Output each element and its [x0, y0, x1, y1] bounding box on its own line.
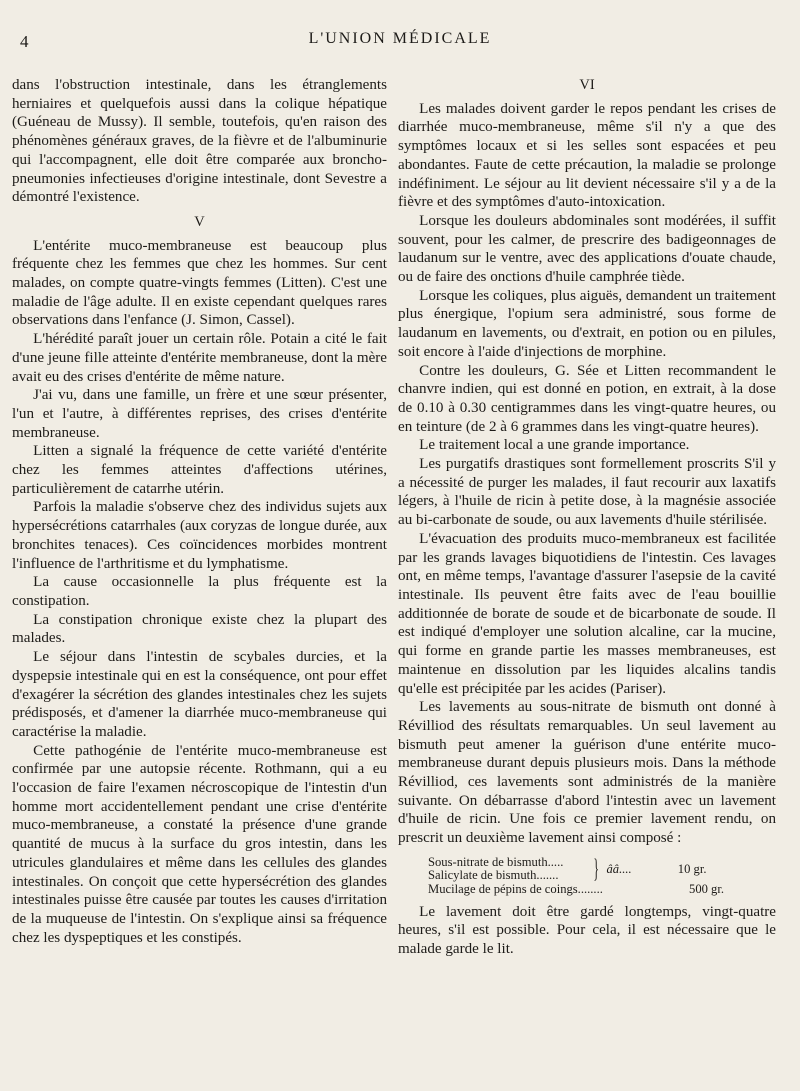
paragraph: Le traitement local a une grande importance.: [419, 437, 690, 454]
prescription-item: Mucilage de pépins de coings........: [428, 882, 603, 897]
paragraph: L'entérite muco-membraneuse est beaucoup plus fréquente chez les femmes que chez les hommes. Sur cent malades, on compte quatre-vingts femmes (Litten). C'est une maladie de l'âge adulte. Il en existe cependant quelques rares observations dans l'enfance (J. Simon, Cassel).: [12, 237, 387, 329]
prescription-item: Sous-nitrate de bismuth.....: [428, 854, 564, 869]
prescription-dose-label: ââ....: [606, 861, 632, 876]
paragraph: Cette pathogénie de l'entérite muco-membraneuse est confirmée par une autopsie récente. Rothmann, qui a eu l'occasion de faire l'examen nécroscopique de l'intestin d'un homme mort accidentellement pendant une crise d'entérite muco-membraneuse, a constaté la présence d'une grande quantité de mucus à la surface du gros intestin, dans les utricules glandulaires et même dans les cellules des glandes intestinales. On conçoit que cette hypersécrétion des glandes intestinales puisse être causée par toutes les causes d'irritation de la muqueuse de l'intestin. On s'explique ainsi sa fréquence chez les dyspeptiques et les constipés.: [12, 742, 387, 946]
prescription-braced-group: [428, 856, 776, 883]
section-heading-v: V: [194, 213, 205, 230]
prescription-amount: 10 gr.: [677, 861, 707, 876]
paragraph: La constipation chronique existe chez la plupart des malades.: [12, 611, 387, 647]
paragraph: J'ai vu, dans une famille, un frère et une sœur présenter, l'un et l'autre, à différentes reprises, des crises d'entérite membraneuse.: [12, 387, 387, 441]
paragraph: Lorsque les douleurs abdominales sont modérées, il suffit souvent, pour les calmer, de prescrire des badigeonnages de laudanum sur le ventre, avec des applications d'ouate chaude, ou de faire des onctions d'huile camphrée tiède.: [398, 212, 776, 286]
paragraph: Les purgatifs drastiques sont formellement proscrits S'il y a nécessité de purger les malades, il faut recourir aux laxatifs légers, à l'huile de ricin à petite dose, à la magnésie associée au bi-carbonate de soude, ou aux lavements d'huile stérilisée.: [398, 456, 776, 529]
paragraph: Le lavement doit être gardé longtemps, vingt-quatre heures, s'il est possible. Pour cela, il est nécessaire que le malade garde le lit.: [398, 903, 776, 958]
page-number: 4: [20, 32, 29, 51]
paragraph: La cause occasionnelle la plus fréquente est la constipation.: [12, 574, 387, 609]
running-title: L'UNION MÉDICALE: [308, 30, 492, 47]
paragraph: Litten a signalé la fréquence de cette variété d'entérite chez les femmes atteintes d'affections utérines, particulièrement de catarrhe utérin.: [12, 443, 387, 497]
paragraph: L'évacuation des produits muco-membraneux est facilitée par les grands lavages biquotidiens de l'intestin. Ces lavages ont, en même temps, l'avantage d'assurer l'asepsie de la cavité intestinale. Ils peuvent être faits avec de l'eau bouillie additionnée de borate de soude et de bicarbonate de soude. Il est indiqué d'employer une solution alcaline, car la mucine, qui forme en grande partie les masses membraneuses, est maintenue en dissolution par les liquides alcalins tandis qu'elle est précipitée par les acides (Pariser).: [398, 530, 776, 697]
paragraph: Parfois la maladie s'observe chez des individus sujets aux hypersécrétions catarrhales (aux coryzas de longue durée, aux bronchites tenaces). Ces coïncidences morbides montrent l'influence de l'arthritisme et du lymphatisme.: [12, 499, 387, 572]
paragraph: Lorsque les coliques, plus aiguës, demandent un traitement plus énergique, l'opium sera administré, sous forme de laudanum en lavements, ou d'extrait, en potion ou en pilules, soit encore à l'aide d'injections de morphine.: [398, 287, 776, 360]
paragraph: Les lavements au sous-nitrate de bismuth ont donné à Révilliod des résultats remarquables. Un seul lavement au bismuth peut amener la guérison d'une entérite muco-membraneuse durant depuis plusieurs mois. Dans la méthode Révilliod, ces lavements sont administrés de la manière suivante. On débarrasse d'abord l'intestin avec un lavement d'huile de ricin. Une fois ce premier lavement rendu, on prescrit un deuxième lavement ainsi composé :: [398, 699, 776, 847]
brace-glyph: }: [593, 854, 600, 884]
right-column: [398, 76, 776, 959]
paragraph: Les malades doivent garder le repos pendant les crises de diarrhée muco-membraneuse, même s'il n'y a que des symptômes locaux et si les selles sont espacées et peu abondantes. Faute de cette précaution, la maladie se prolonge indéfiniment. Le séjour au lit devient nécessaire s'il y a de la fièvre et des symptômes d'auto-intoxication.: [398, 100, 776, 211]
prescription-row: [428, 883, 776, 897]
paragraph: L'hérédité paraît jouer un certain rôle. Potain a cité le fait d'une jeune fille atteinte d'entérite membraneuse, dont la mère avait eu des crises d'entérite de même nature.: [12, 331, 387, 385]
paragraph: Le séjour dans l'intestin de scybales durcies, et la dyspepsie intestinale qui en est la conséquence, ont pour effet d'exagérer la sécrétion des glandes intestinales chez les sujets prédisposés, et d'amener la diarrhée muco-membraneuse qui caractérise la maladie.: [12, 649, 387, 740]
left-column: [12, 76, 387, 947]
prescription-amount: 500 gr.: [689, 882, 724, 897]
prescription-formula: [428, 856, 776, 897]
prescription-item: Salicylate de bismuth.......: [428, 868, 559, 883]
paragraph: Contre les douleurs, G. Sée et Litten recommandent le chanvre indien, qui est donné en potion, en extrait, à la dose de 0.10 à 0.30 centigrammes dans les vingt-quatre heures, ou en teinture (de 2 à 6 grammes dans les vingt-quatre heures).: [398, 362, 776, 435]
section-heading-vi: VI: [579, 77, 595, 93]
paragraph: dans l'obstruction intestinale, dans les étranglements herniaires et quelquefois aussi dans la colique hépatique (Guéneau de Mussy). Il semble, toutefois, qu'en raison des phénomènes généraux graves, de la fièvre et de l'albuminurie qui l'accompagnent, elle doit être comparée aux broncho-pneumonies infectieuses d'origine intestinale, dont Sevestre a démontré l'existence.: [12, 77, 387, 206]
